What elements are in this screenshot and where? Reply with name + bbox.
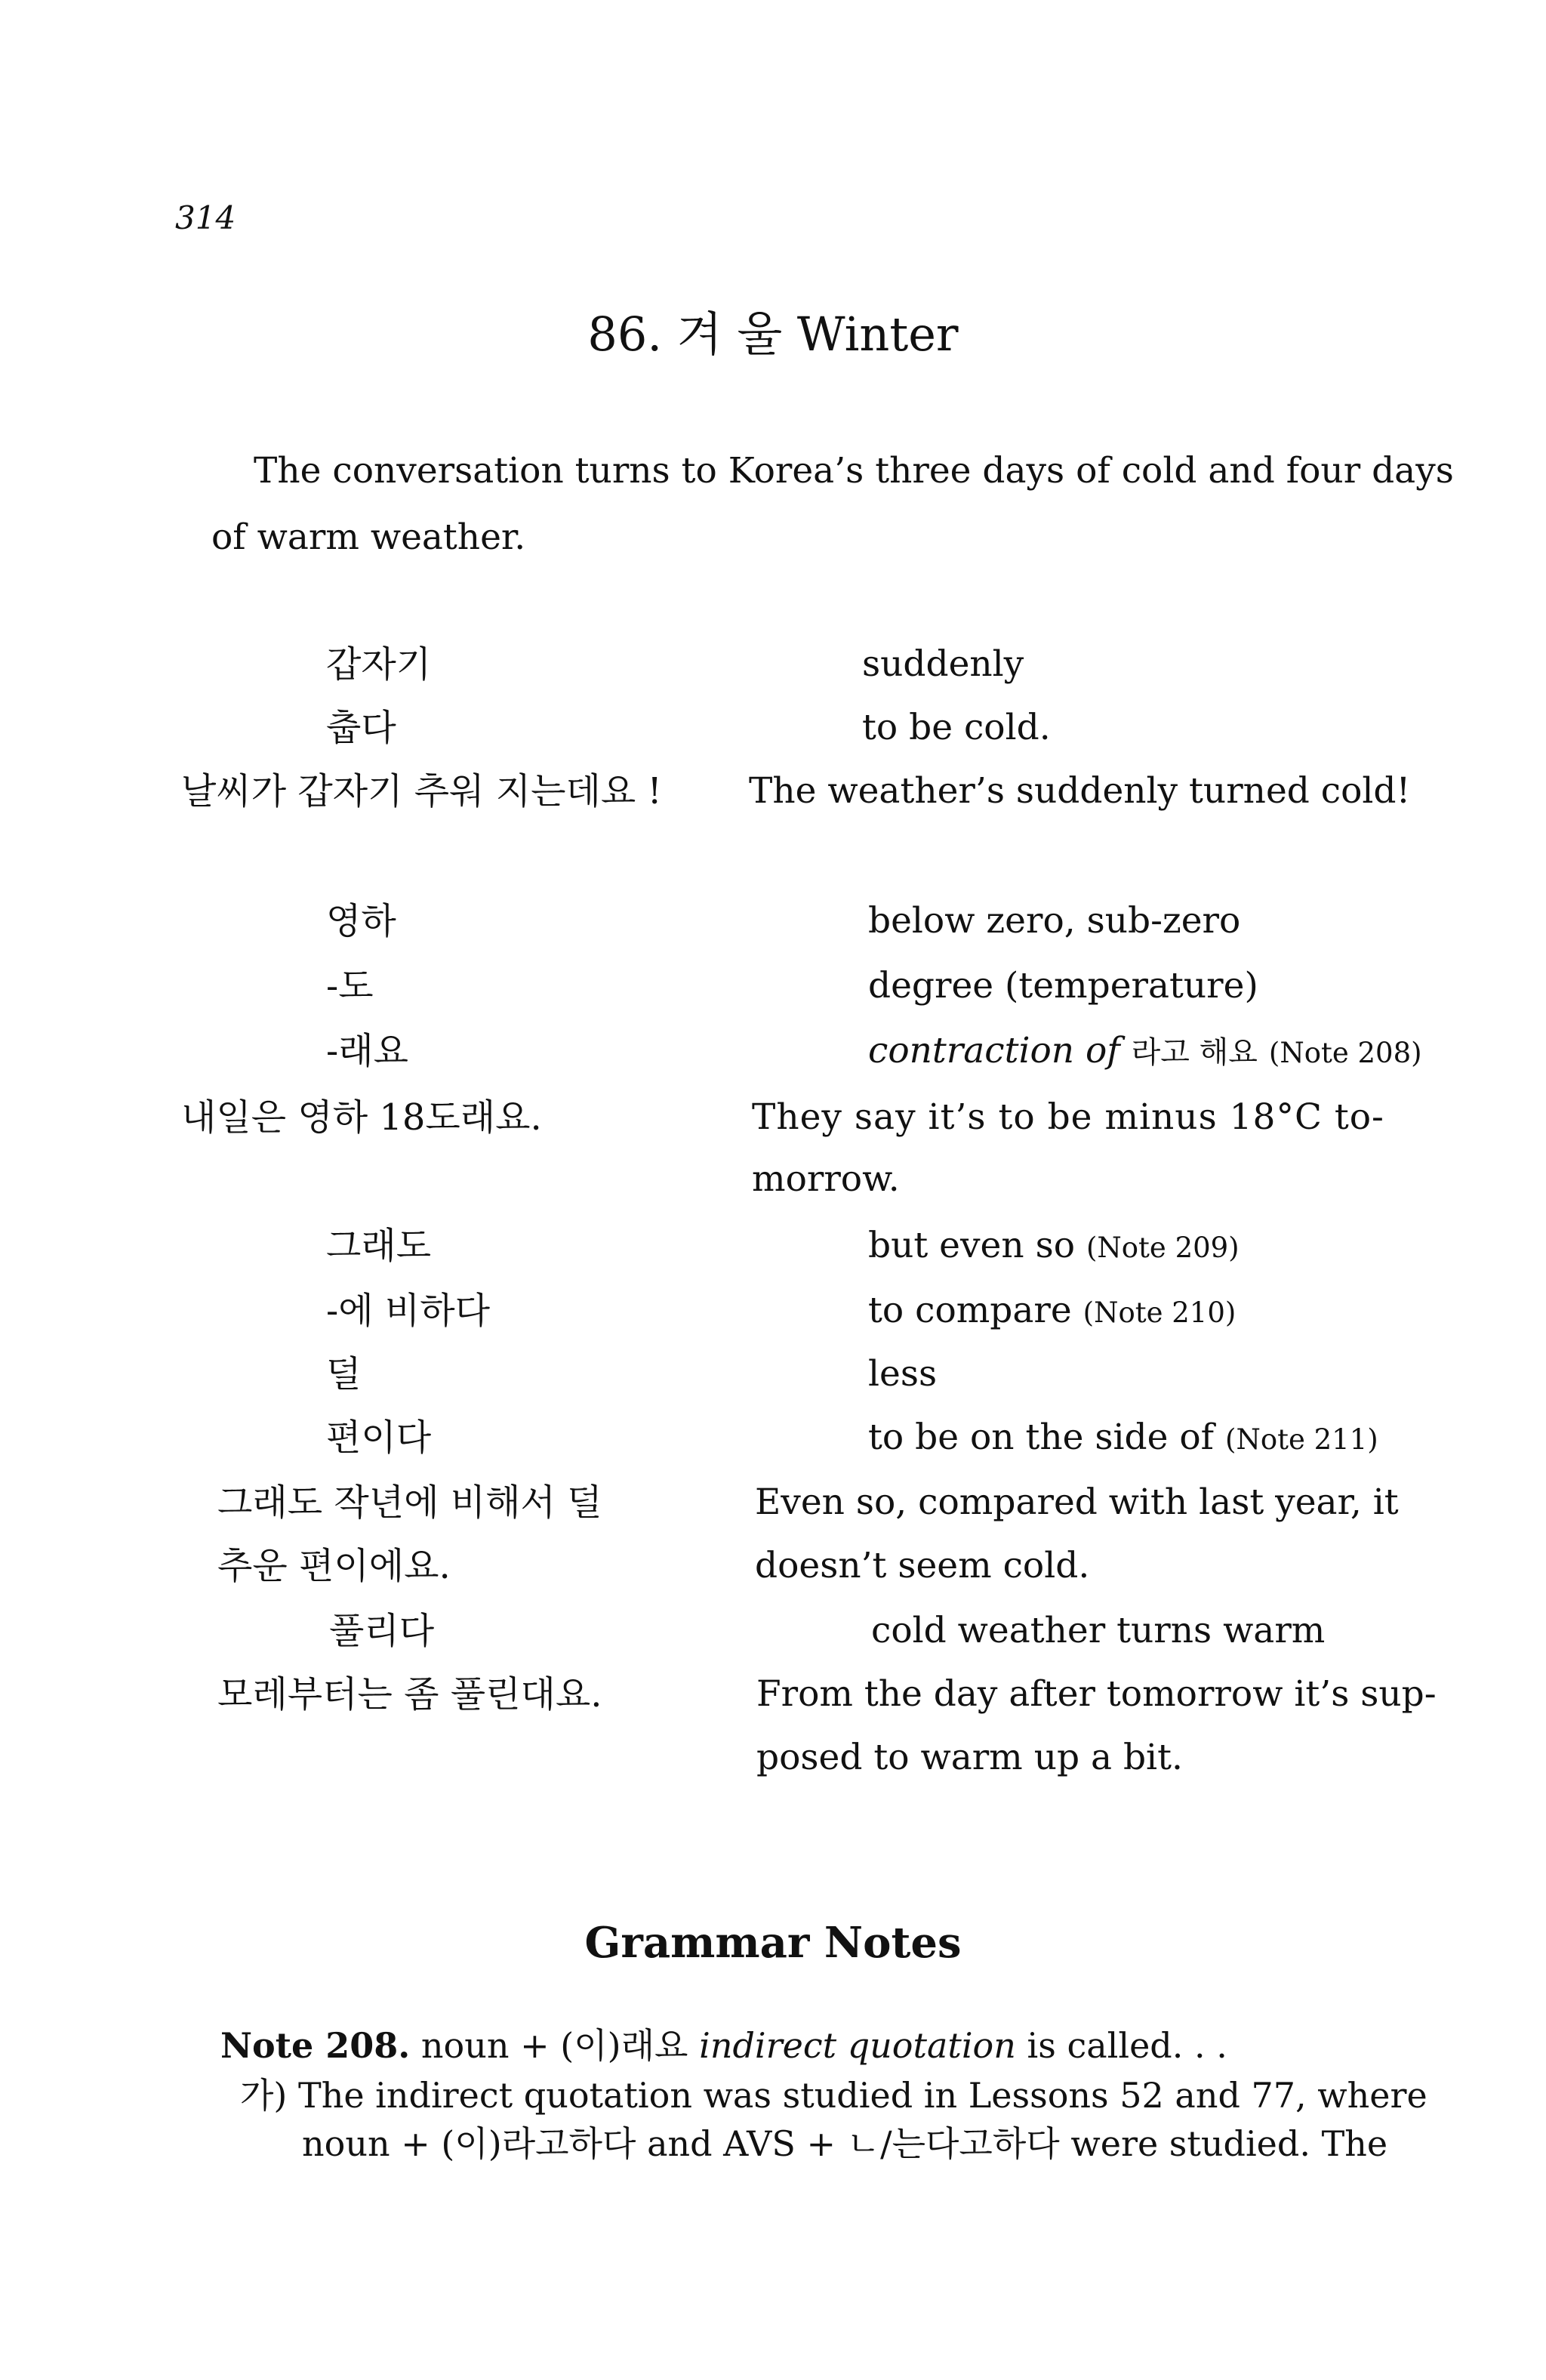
vocab-en-contraction <box>868 1030 1422 1071</box>
note-text-c: were studied. The <box>1070 2123 1388 2164</box>
note-ref: (Note 209) <box>1086 1232 1240 1264</box>
sentence-ko: 추운 편이에요. <box>217 1545 451 1587</box>
vocab-ko: -도 <box>326 965 374 1007</box>
sentence-en: doesn’t seem cold. <box>755 1545 1090 1586</box>
note-label: Note 208. <box>220 2025 411 2066</box>
lesson-title: 86. 겨 울 Winter <box>587 307 959 362</box>
page-number: 314 <box>175 199 236 236</box>
vocab-en: suddenly <box>862 643 1024 685</box>
vocab-en: less <box>868 1353 938 1395</box>
note-text-b: and AVS + ㄴ/는다고하다 <box>647 2123 1060 2164</box>
sentence-en: morrow. <box>752 1158 900 1200</box>
sentence-en: The weather’s suddenly turned cold! <box>749 770 1411 812</box>
note-208-line-1 <box>220 2025 1227 2066</box>
note-text: The indirect quotation was studied in Lessons 52 and 77, where <box>298 2075 1427 2116</box>
vocab-en <box>868 1225 1240 1266</box>
note-ref: (Note 208) <box>1268 1037 1422 1069</box>
note-text-a: noun + (이)라고하다 <box>302 2123 636 2164</box>
vocab-ko: -래요 <box>326 1030 408 1072</box>
vocab-en: to be cold. <box>862 707 1051 748</box>
vocab-en: below zero, sub-zero <box>868 900 1241 942</box>
vocab-ko: -에 비하다 <box>326 1290 490 1332</box>
vocab-ko: 그래도 <box>326 1225 432 1267</box>
sentence-ko: 그래도 작년에 비해서 덜 <box>217 1481 602 1524</box>
sentence-ko: 모레부터는 좀 풀린대요. <box>217 1673 602 1716</box>
vocab-gloss: but even so <box>868 1225 1075 1266</box>
vocab-ko: 영하 <box>326 900 396 942</box>
vocab-gloss: to be on the side of <box>868 1417 1215 1458</box>
vocab-gloss: to compare <box>868 1290 1072 1331</box>
vocab-ko: 춥다 <box>326 707 396 749</box>
intro-line-2: of warm weather. <box>211 516 526 558</box>
note-ref: (Note 211) <box>1225 1423 1378 1456</box>
vocab-ko: 풀리다 <box>329 1610 435 1652</box>
sentence-ko: 내일은 영하 18도래요. <box>181 1096 542 1139</box>
vocab-ko: 편이다 <box>326 1417 432 1459</box>
vocab-en <box>868 1417 1378 1458</box>
sentence-ko: 날씨가 갑자기 추워 지는데요 ! <box>181 770 662 812</box>
grammar-notes-heading: Grammar Notes <box>584 1918 962 1968</box>
contraction-italic: contraction of <box>868 1030 1120 1071</box>
note-formula: noun + (이)래요 <box>420 2025 688 2066</box>
note-formula-italic: indirect quotation <box>699 2025 1016 2066</box>
vocab-en: degree (temperature) <box>868 965 1258 1007</box>
sentence-en: Even so, compared with last year, it <box>755 1481 1399 1523</box>
contraction-korean: 라고 해요 <box>1131 1035 1258 1070</box>
note-208-line-2 <box>240 2075 1427 2116</box>
sentence-en: They say it’s to be minus 18°C to- <box>752 1096 1384 1138</box>
intro-line-1: The conversation turns to Korea’s three days of cold and four days <box>254 450 1454 492</box>
vocab-en <box>868 1290 1236 1331</box>
sentence-en: From the day after tomorrow it’s sup- <box>756 1673 1437 1715</box>
sentence-en: posed to warm up a bit. <box>756 1737 1183 1778</box>
vocab-ko: 갑자기 <box>326 643 432 686</box>
note-marker: 가) <box>240 2075 288 2116</box>
vocab-en: cold weather turns warm <box>871 1610 1326 1651</box>
note-208-line-3 <box>302 2123 1388 2164</box>
note-ref: (Note 210) <box>1083 1296 1236 1329</box>
note-tail: is called. . . <box>1027 2025 1227 2066</box>
vocab-ko: 덜 <box>326 1353 362 1395</box>
